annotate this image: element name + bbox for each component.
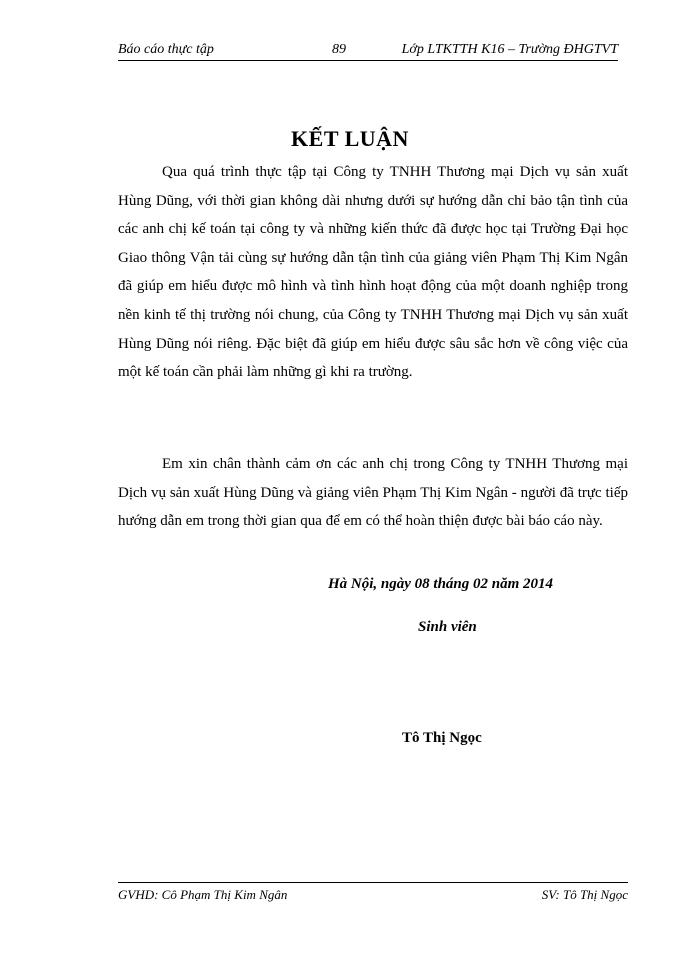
conclusion-paragraph-1: Qua quá trình thực tập tại Công ty TNHH Thương mại Dịch vụ sản xuất Hùng Dũng, với thời gian không dài nhưng dưới sự hướng dẫn chỉ bảo tận tình của các anh chị kế toán tại công ty và những kiến thức đã được học tại Trường Đại học Giao thông Vận tải cùng sự hướng dẫn tận tình của giảng viên Phạm Thị Kim Ngân đã giúp em hiểu được mô hình và tình hình hoạt động của một doanh nghiệp trong nền kinh tế thị trường nói chung, của Công ty TNHH Thương mại Dịch vụ sản xuất Hùng Dũng nói riêng. Đặc biệt đã giúp em hiểu được sâu sắc hơn về công việc của một kế toán cần phải làm những gì khi ra trường. [118, 164, 628, 381]
signature-role: Sinh viên [418, 619, 477, 635]
header-class-school: Lớp LTKTTH K16 – Trường ĐHGTVT [401, 42, 618, 57]
page-footer [118, 882, 628, 905]
header-report-label: Báo cáo thực tập [118, 42, 214, 57]
signature-name: Tô Thị Ngọc [402, 730, 482, 746]
footer-supervisor: GVHD: Cô Phạm Thị Kim Ngân [118, 887, 288, 902]
footer-student: SV: Tô Thị Ngọc [541, 887, 628, 902]
page-header [118, 40, 618, 61]
signature-date: Hà Nội, ngày 08 tháng 02 năm 2014 [328, 576, 554, 592]
conclusion-paragraph-2: Em xin chân thành cảm ơn các anh chị trong Công ty TNHH Thương mại Dịch vụ sản xuất Hùng Dũng và giảng viên Phạm Thị Kim Ngân - người đã trực tiếp hướng dẫn em trong thời gian qua để em có thể hoàn thiện được bài báo cáo này. [118, 456, 628, 530]
page-number: 89 [332, 42, 346, 57]
page-title: KẾT LUẬN [291, 126, 409, 151]
